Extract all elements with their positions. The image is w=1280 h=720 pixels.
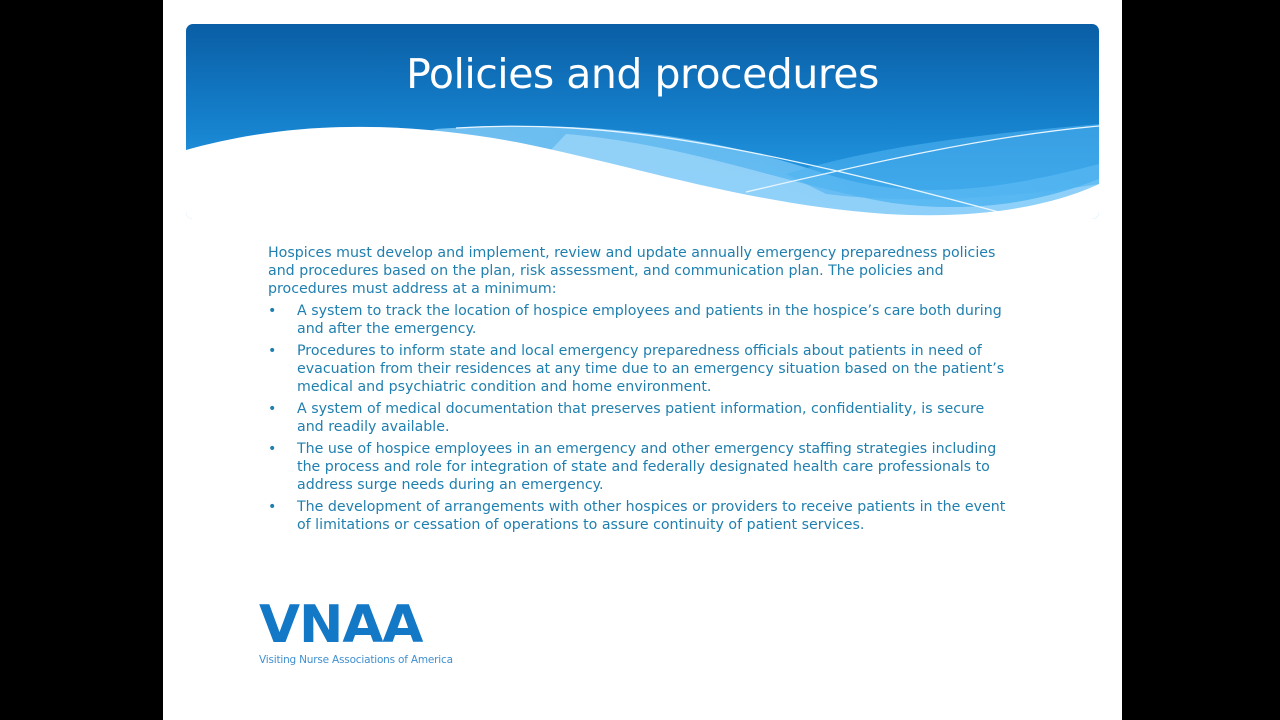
bullet-icon: • — [268, 441, 277, 457]
list-item-text: Procedures to inform state and local emergency preparedness officials about patients in need of evacuation from their residences at any time due to an emergency situation based on the patient’s medical and psychiatric condition and home environment. — [297, 343, 1005, 395]
requirements-list — [268, 302, 1013, 534]
list-item-text: A system of medical documentation that preserves patient information, confidentiality, is secure and readily available. — [297, 401, 985, 435]
list-item — [268, 440, 1013, 494]
list-item — [268, 400, 1013, 436]
list-item-text: A system to track the location of hospice employees and patients in the hospice’s care both during and after the emergency. — [297, 303, 1002, 337]
vnaa-logo — [259, 595, 453, 666]
logo-wordmark: VNAA — [259, 595, 423, 655]
list-item — [268, 342, 1013, 396]
list-item-text: The development of arrangements with other hospices or providers to receive patients in the event of limitations or cessation of operations to assure continuity of patient services. — [297, 499, 1006, 533]
list-item-text: The use of hospice employees in an emergency and other emergency staffing strategies including the process and role for integration of state and federally designated health care professionals to address surge needs during an emergency. — [297, 441, 997, 493]
slide-title: Policies and procedures — [406, 50, 879, 98]
intro-paragraph: Hospices must develop and implement, review and update annually emergency preparedness policies and procedures based on the plan, risk assessment, and communication plan. The policies and procedures must address at a minimum: — [268, 245, 996, 297]
list-item — [268, 498, 1013, 534]
logo-subtitle: Visiting Nurse Associations of America — [259, 654, 453, 666]
bullet-icon: • — [268, 303, 277, 319]
list-item — [268, 302, 1013, 338]
slide-body — [268, 244, 1013, 538]
bullet-icon: • — [268, 343, 277, 359]
bullet-icon: • — [268, 401, 277, 417]
bullet-icon: • — [268, 499, 277, 515]
slide — [163, 0, 1122, 720]
